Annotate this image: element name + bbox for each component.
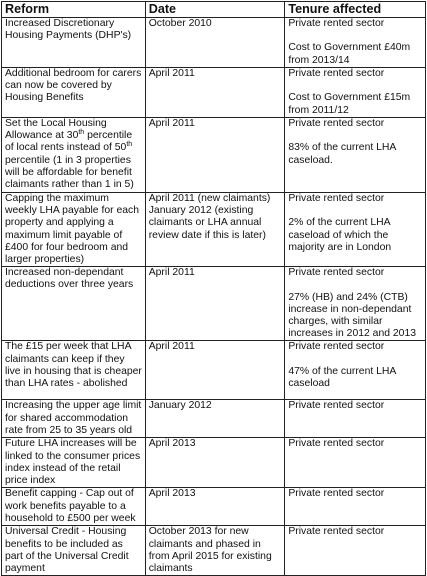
header-tenure: Tenure affected bbox=[285, 2, 426, 18]
tenure-detail: Cost to Government £15m from 2011/12 bbox=[288, 92, 411, 116]
table-row bbox=[2, 341, 426, 400]
date-cell: October 2013 for new claimants and phased in from April 2015 for existing claimants bbox=[145, 526, 285, 576]
date-cell: April 2011 (new claimants) January 2012 (existing claimants or LHA annual review date if this is later) bbox=[145, 193, 285, 267]
tenure-cell bbox=[285, 18, 426, 68]
tenure-cell bbox=[285, 68, 426, 118]
tenure-cell bbox=[285, 267, 426, 341]
tenure-cell bbox=[285, 341, 426, 400]
tenure-text: Private rented sector bbox=[288, 341, 385, 353]
tenure-detail: 47% of the current LHA caseload bbox=[288, 365, 396, 390]
tenure-text: Private rented sector bbox=[288, 18, 385, 29]
date-cell: January 2012 bbox=[145, 400, 285, 438]
tenure-detail: Cost to Government £40m from 2013/14 bbox=[288, 42, 411, 66]
date-cell: April 2011 bbox=[145, 68, 285, 118]
reform-cell: The £15 per week that LHA claimants can keep if they live in housing that is cheaper than LHA rates - abolished bbox=[2, 341, 146, 400]
table-row bbox=[2, 400, 426, 438]
table-row bbox=[2, 118, 426, 193]
tenure-text: Private rented sector bbox=[288, 193, 385, 204]
reform-cell: Increased non-dependant deductions over three years bbox=[2, 267, 146, 341]
reform-cell: Additional bedroom for carers can now be covered by Housing Benefits bbox=[2, 68, 146, 118]
tenure-cell bbox=[285, 193, 426, 267]
reform-cell: Benefit capping - Cap out of work benefits payable to a household to £500 per week bbox=[2, 488, 146, 526]
date-cell: October 2010 bbox=[145, 18, 285, 68]
reform-cell: Universal Credit - Housing benefits to be included as part of the Universal Credit payment bbox=[2, 526, 146, 576]
tenure-detail: 27% (HB) and 24% (CTB) increase in non-dependant charges, with similar increases in 2012 and 2013 bbox=[288, 291, 416, 340]
tenure-cell bbox=[285, 118, 426, 193]
date-cell: April 2011 bbox=[145, 267, 285, 341]
date-cell: April 2011 bbox=[145, 118, 285, 193]
header-reform: Reform bbox=[2, 2, 146, 18]
table-row bbox=[2, 18, 426, 68]
reform-cell: Set the Local Housing Allowance at 30th percentile of local rents instead of 50th percentile (1 in 3 properties will be affordable for benefit claimants rather than 1 in 5) bbox=[2, 118, 146, 193]
table-row bbox=[2, 488, 426, 526]
reform-cell: Increasing the upper age limit for shared accommodation rate from 25 to 35 years old bbox=[2, 400, 146, 438]
reform-cell: Capping the maximum weekly LHA payable for each property and applying a maximum limit payable of £400 for four bedroom and larger properties) bbox=[2, 193, 146, 267]
table-row bbox=[2, 438, 426, 488]
date-cell: April 2013 bbox=[145, 438, 285, 488]
date-cell: April 2011 bbox=[145, 341, 285, 400]
tenure-cell: Private rented sector bbox=[285, 488, 426, 526]
table-row bbox=[2, 68, 426, 118]
table-row bbox=[2, 193, 426, 267]
tenure-detail: 83% of the current LHA caseload. bbox=[288, 142, 396, 166]
reform-cell: Increased Discretionary Housing Payments (DHP's) bbox=[2, 18, 146, 68]
header-row bbox=[2, 2, 426, 18]
tenure-text: Private rented sector bbox=[288, 68, 385, 79]
tenure-text: Private rented sector bbox=[288, 267, 385, 279]
table-row bbox=[2, 267, 426, 341]
tenure-detail: 2% of the current LHA caseload of which the majority are in London bbox=[288, 217, 392, 253]
tenure-cell: Private rented sector bbox=[285, 400, 426, 438]
reform-cell: Future LHA increases will be linked to the consumer prices index instead of the retail price index bbox=[2, 438, 146, 488]
header-date: Date bbox=[145, 2, 285, 18]
reforms-table bbox=[1, 1, 426, 576]
tenure-cell: Private rented sector bbox=[285, 526, 426, 576]
date-cell: April 2013 bbox=[145, 488, 285, 526]
tenure-text: Private rented sector bbox=[288, 118, 385, 129]
table-row bbox=[2, 526, 426, 576]
tenure-cell: Private rented sector bbox=[285, 438, 426, 488]
